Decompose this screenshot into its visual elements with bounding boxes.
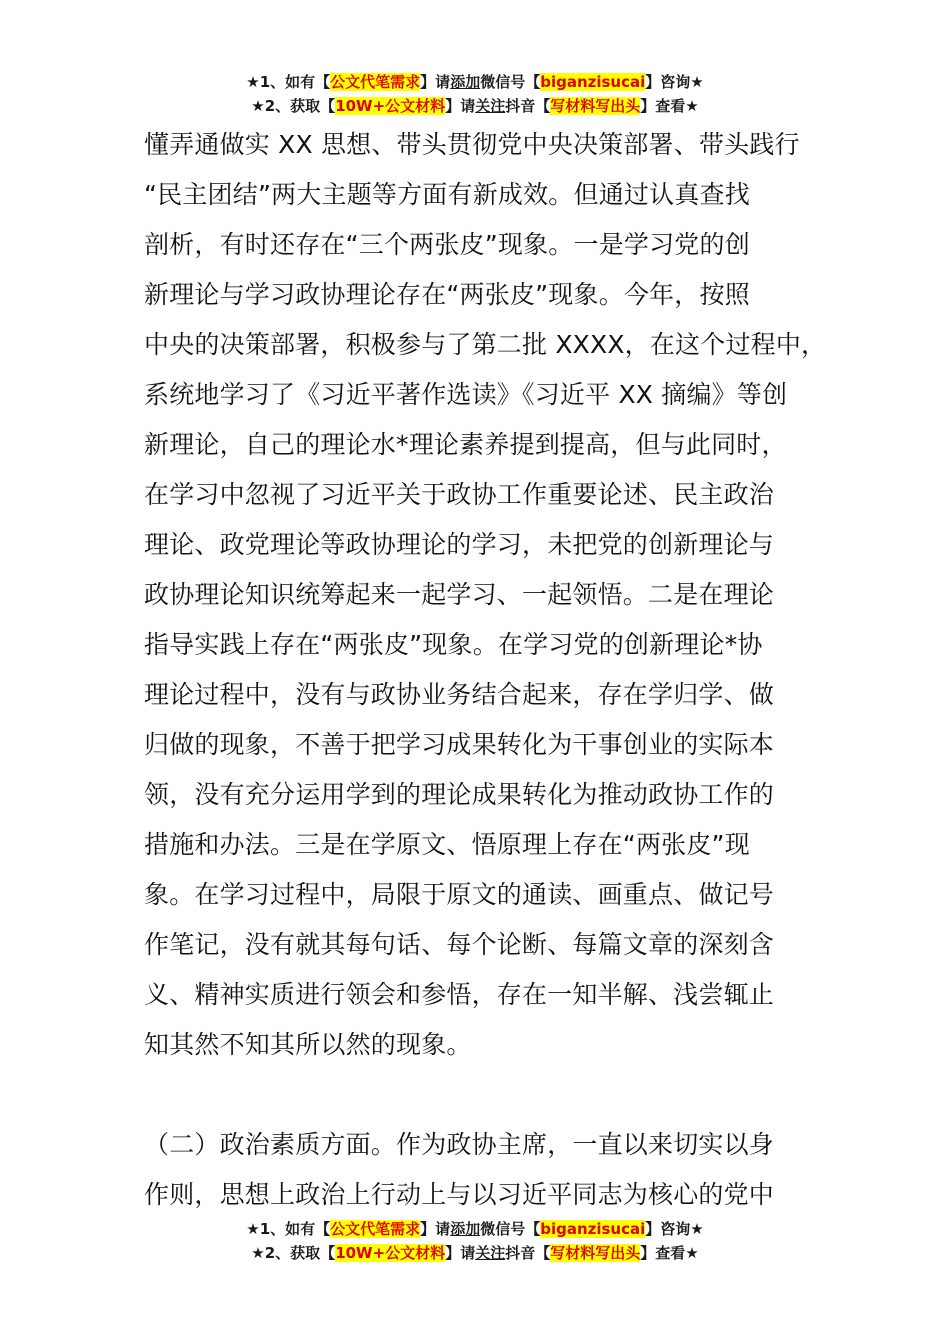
- banner-underlined: 添加: [450, 73, 481, 91]
- body-line: 新理论，自己的理论水*理论素养提到提高，但与此同时，: [144, 430, 787, 459]
- banner-text: ★1、如有【: [246, 73, 331, 91]
- body-line: 理论过程中，没有与政协业务结合起来，存在学归学、做: [144, 680, 775, 709]
- banner-highlight: 10W+公文材料: [335, 1244, 446, 1262]
- banner-text: ★1、如有【: [246, 1220, 331, 1238]
- banner-text: 】查看★: [640, 97, 699, 115]
- body-line: 措施和办法。三是在学原文、悟原理上存在“两张皮”现: [144, 830, 750, 859]
- banner-text: 】请: [445, 1244, 476, 1262]
- banner-highlight: 写材料写出头: [550, 97, 641, 115]
- banner-text: 微信号【: [480, 1220, 541, 1238]
- banner-text: 】请: [445, 97, 476, 115]
- footer-banner: [0, 1217, 950, 1265]
- banner-text: 】请: [420, 73, 451, 91]
- banner-highlight: 写材料写出头: [550, 1244, 641, 1262]
- banner-highlight: 10W+公文材料: [335, 97, 446, 115]
- body-line: 新理论与学习政协理论存在“两张皮”现象。今年，按照: [144, 280, 750, 309]
- body-line: 知其然不知其所以然的现象。: [144, 1030, 472, 1059]
- body-line: 中央的决策部署，积极参与了第二批 XXXX，在这个过程中，: [144, 330, 827, 359]
- banner-highlight: biganzisucai: [540, 73, 646, 91]
- body-line: 象。在学习过程中，局限于原文的通读、画重点、做记号: [144, 880, 775, 909]
- body-line: 在学习中忽视了习近平关于政协工作重要论述、民主政治: [144, 480, 775, 509]
- banner-text: 抖音【: [505, 97, 551, 115]
- banner-text: 抖音【: [505, 1244, 551, 1262]
- body-line: 懂弄通做实 XX 思想、带头贯彻党中央决策部署、带头践行: [144, 130, 800, 159]
- banner-text: 】咨询★: [645, 73, 704, 91]
- banner-underlined: 关注: [475, 1244, 506, 1262]
- body-line: 义、精神实质进行领会和参悟，存在一知半解、浅尝辄止: [144, 980, 775, 1009]
- banner-highlight: 公文代笔需求: [330, 1220, 421, 1238]
- banner-text: ★2、获取【: [251, 1244, 336, 1262]
- body-line: “民主团结”两大主题等方面有新成效。但通过认真查找: [144, 180, 750, 209]
- body-line: 理论、政党理论等政协理论的学习，未把党的创新理论与: [144, 530, 775, 559]
- body-line: 系统地学习了《习近平著作选读》《习近平 XX 摘编》等创: [144, 380, 788, 409]
- banner-row-2: [0, 94, 950, 118]
- banner-text: ★2、获取【: [251, 97, 336, 115]
- paragraph-gap: [144, 1070, 824, 1120]
- body-line: 指导实践上存在“两张皮”现象。在学习党的创新理论*协: [144, 630, 763, 659]
- section-heading-line: （二）政治素质方面。作为政协主席，一直以来切实以身: [144, 1130, 775, 1159]
- banner-text: 】请: [420, 1220, 451, 1238]
- banner-text: 】咨询★: [645, 1220, 704, 1238]
- banner-row-1: [0, 1217, 950, 1241]
- document-body: [144, 120, 827, 1220]
- body-line: 剖析，有时还存在“三个两张皮”现象。一是学习党的创: [144, 230, 750, 259]
- banner-underlined: 关注: [475, 97, 506, 115]
- header-banner: [0, 70, 950, 118]
- banner-underlined: 添加: [450, 1220, 481, 1238]
- body-line: 作则，思想上政治上行动上与以习近平同志为核心的党中: [144, 1180, 775, 1209]
- banner-text: 】查看★: [640, 1244, 699, 1262]
- body-line: 政协理论知识统筹起来一起学习、一起领悟。二是在理论: [144, 580, 775, 609]
- banner-highlight: biganzisucai: [540, 1220, 646, 1238]
- banner-row-1: [0, 70, 950, 94]
- body-line: 作笔记，没有就其每句话、每个论断、每篇文章的深刻含: [144, 930, 775, 959]
- body-line: 领，没有充分运用学到的理论成果转化为推动政协工作的: [144, 780, 775, 809]
- banner-row-2: [0, 1241, 950, 1265]
- banner-highlight: 公文代笔需求: [330, 73, 421, 91]
- banner-text: 微信号【: [480, 73, 541, 91]
- body-line: 归做的现象，不善于把学习成果转化为干事创业的实际本: [144, 730, 775, 759]
